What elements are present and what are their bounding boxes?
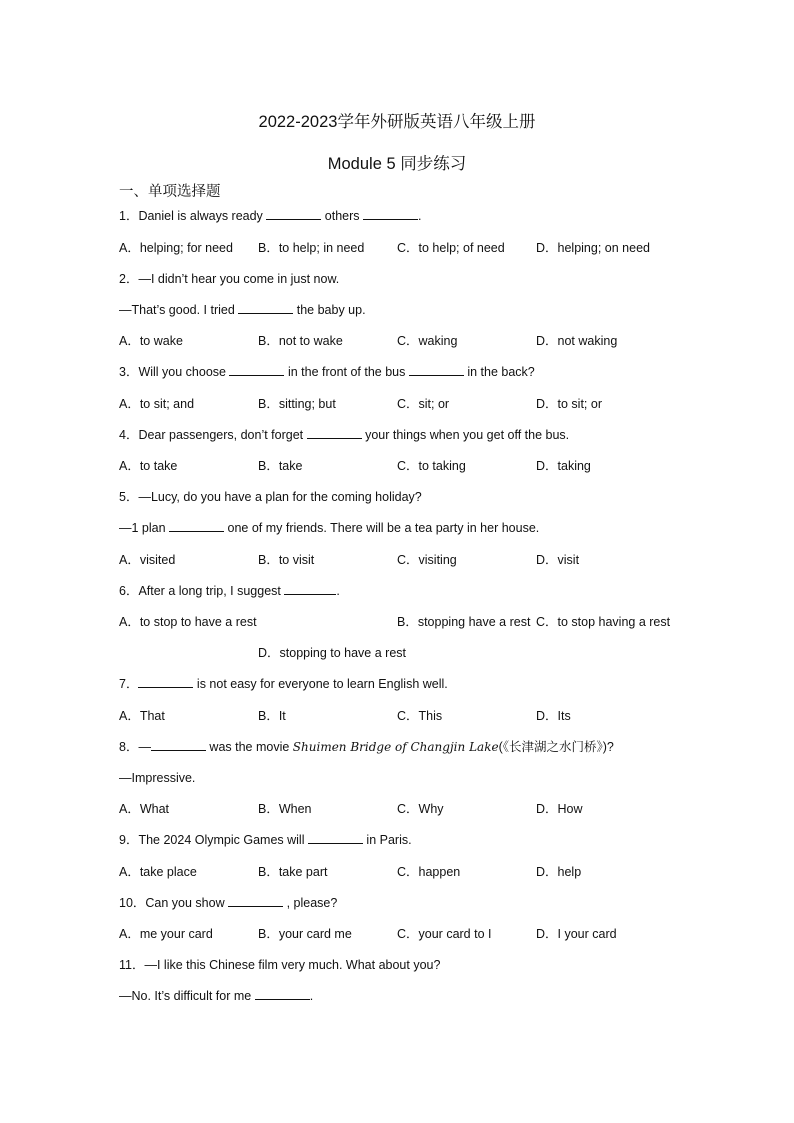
- question-10-option-a[interactable]: A．me your card: [119, 927, 213, 941]
- answer-blank: [409, 364, 464, 376]
- question-5-option-c[interactable]: C．visiting: [397, 553, 457, 567]
- question-4-stem: 4．Dear passengers, don’t forget your things when you get off the bus.: [119, 428, 570, 442]
- question-2-option-b[interactable]: B．not to wake: [258, 334, 343, 348]
- question-9-option-b[interactable]: B．take part: [258, 865, 328, 879]
- question-1-option-a[interactable]: A．helping; for need: [119, 241, 233, 255]
- question-8-stem: 8．— was the movie Shuimen Bridge of Changjin Lake(《长津湖之水门桥》)?: [119, 740, 614, 754]
- question-3-option-c[interactable]: C．sit; or: [397, 397, 450, 411]
- question-6-option-b[interactable]: B．stopping have a rest: [397, 615, 531, 629]
- answer-blank: [229, 364, 284, 376]
- question-4-option-c[interactable]: C．to taking: [397, 459, 466, 473]
- question-9-option-a[interactable]: A．take place: [119, 865, 197, 879]
- question-6-option-c[interactable]: C．to stop having a rest: [536, 615, 671, 629]
- question-7-option-d[interactable]: D．Its: [536, 709, 571, 723]
- question-3-option-d[interactable]: D．to sit; or: [536, 397, 602, 411]
- question-5-option-a[interactable]: A．visited: [119, 553, 176, 567]
- question-11-prompt: 11．—I like this Chinese film very much. What about you?: [119, 958, 441, 972]
- question-2-option-d[interactable]: D．not waking: [536, 334, 618, 348]
- answer-blank: [138, 676, 193, 688]
- question-2-option-c[interactable]: C．waking: [397, 334, 458, 348]
- question-2-prompt: 2．—I didn’t hear you come in just now.: [119, 272, 340, 286]
- section-heading: 一、单项选择题: [119, 184, 221, 200]
- question-4-option-b[interactable]: B．take: [258, 459, 303, 473]
- question-10-option-c[interactable]: C．your card to I: [397, 927, 492, 941]
- question-10-option-d[interactable]: D．I your card: [536, 927, 617, 941]
- answer-blank: [255, 988, 310, 1000]
- question-3-option-b[interactable]: B．sitting; but: [258, 397, 336, 411]
- question-8-option-b[interactable]: B．When: [258, 802, 312, 816]
- question-5-option-b[interactable]: B．to visit: [258, 553, 315, 567]
- answer-blank: [307, 427, 362, 439]
- answer-blank: [151, 739, 206, 751]
- question-4-option-a[interactable]: A．to take: [119, 459, 178, 473]
- question-10-option-b[interactable]: B．your card me: [258, 927, 352, 941]
- document-title: 2022-2023学年外研版英语八年级上册: [258, 113, 536, 131]
- question-3-stem: 3．Will you choose in the front of the bus in the back?: [119, 365, 535, 379]
- answer-blank: [228, 895, 283, 907]
- question-1-option-d[interactable]: D．helping; on need: [536, 241, 650, 255]
- question-3-option-a[interactable]: A．to sit; and: [119, 397, 195, 411]
- question-5-option-d[interactable]: D．visit: [536, 553, 580, 567]
- question-1-option-b[interactable]: B．to help; in need: [258, 241, 365, 255]
- answer-blank: [363, 208, 418, 220]
- question-6-option-a[interactable]: A．to stop to have a rest: [119, 615, 257, 629]
- question-9-option-c[interactable]: C．happen: [397, 865, 461, 879]
- question-7-option-b[interactable]: B．It: [258, 709, 286, 723]
- question-7-option-c[interactable]: C．This: [397, 709, 443, 723]
- answer-blank: [238, 302, 293, 314]
- question-8-option-c[interactable]: C．Why: [397, 802, 444, 816]
- question-8-response: —Impressive.: [119, 771, 196, 785]
- answer-blank: [308, 832, 363, 844]
- question-6-stem: 6．After a long trip, I suggest .: [119, 584, 340, 598]
- question-7-option-a[interactable]: A．That: [119, 709, 165, 723]
- question-9-option-d[interactable]: D．help: [536, 865, 582, 879]
- movie-title: Shuimen Bridge of Changjin Lake: [292, 740, 499, 754]
- question-4-option-d[interactable]: D．taking: [536, 459, 591, 473]
- question-7-stem: 7． is not easy for everyone to learn English well.: [119, 677, 448, 691]
- question-8-option-a[interactable]: A．What: [119, 802, 170, 816]
- question-1-option-c[interactable]: C．to help; of need: [397, 241, 505, 255]
- question-2-option-a[interactable]: A．to wake: [119, 334, 183, 348]
- document-subtitle: Module 5 同步练习: [327, 155, 467, 173]
- question-9-stem: 9．The 2024 Olympic Games will in Paris.: [119, 833, 412, 847]
- question-1-stem: 1．Daniel is always ready others .: [119, 209, 422, 223]
- answer-blank: [284, 583, 336, 595]
- question-5-stem: —1 plan one of my friends. There will be a tea party in her house.: [119, 521, 540, 535]
- question-2-stem: —That’s good. I tried the baby up.: [119, 303, 366, 317]
- question-6-option-d[interactable]: D．stopping to have a rest: [258, 646, 406, 660]
- question-8-option-d[interactable]: D．How: [536, 802, 583, 816]
- answer-blank: [169, 520, 224, 532]
- question-11-stem: —No. It’s difficult for me .: [119, 989, 314, 1003]
- answer-blank: [266, 208, 321, 220]
- question-5-prompt: 5．—Lucy, do you have a plan for the coming holiday?: [119, 490, 422, 504]
- question-10-stem: 10．Can you show , please?: [119, 896, 338, 910]
